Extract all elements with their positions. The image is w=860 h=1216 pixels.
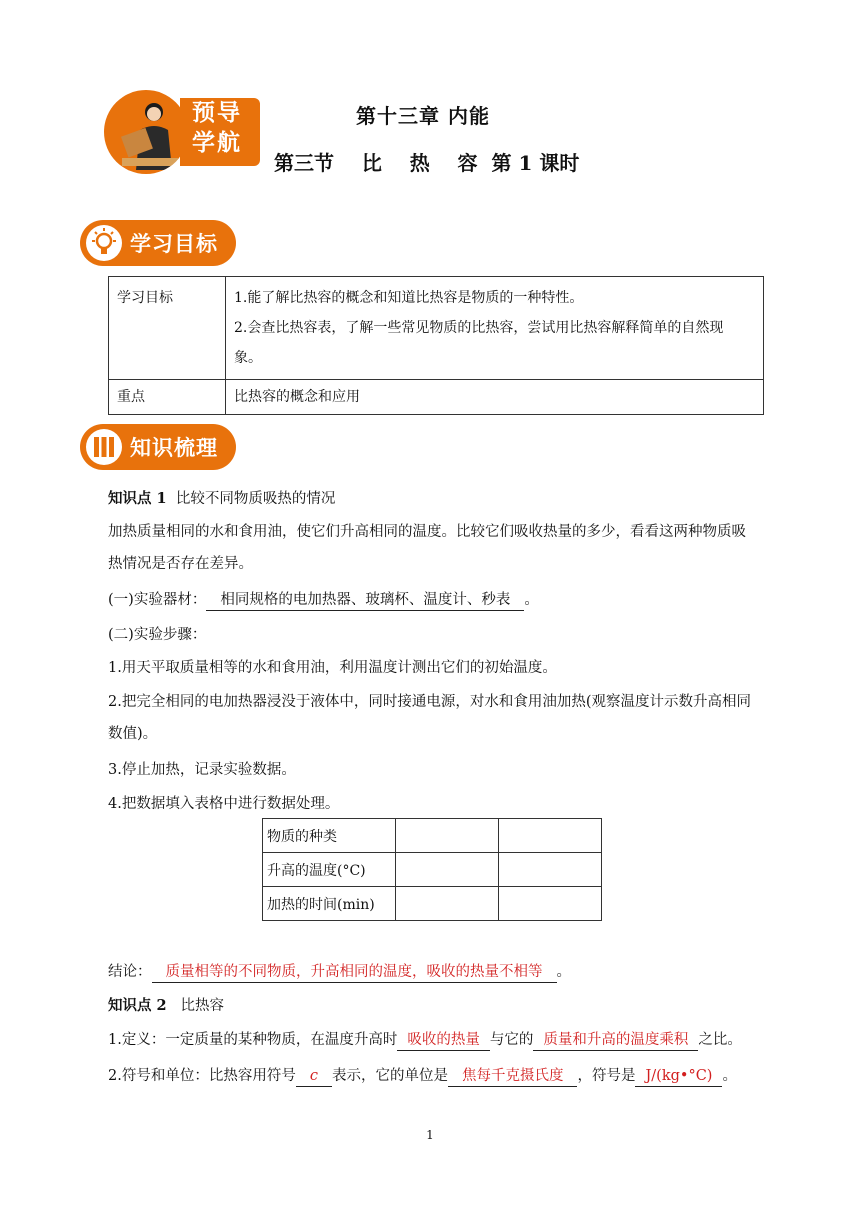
table-row bbox=[109, 380, 764, 415]
equipment-answer: 相同规格的电加热器、玻璃杯、温度计、秒表 bbox=[206, 590, 524, 611]
badge-label bbox=[180, 98, 260, 166]
definition-mid: 与它的 bbox=[489, 1032, 534, 1048]
section-title: 第三节 比 热 容 第 1 课时 bbox=[274, 151, 580, 175]
row-header-substance: 物质的种类 bbox=[263, 819, 396, 853]
table-row bbox=[109, 277, 764, 380]
step-2-line1: 2.把完全相同的电加热器浸没于液体中，同时接通电源，对水和食用油加热(观察温度计示数升高相同 bbox=[108, 694, 751, 710]
definition-line bbox=[108, 1030, 742, 1051]
page-number: 1 bbox=[426, 1128, 434, 1142]
step-2-line2: 数值)。 bbox=[108, 726, 158, 742]
books-icon bbox=[86, 429, 122, 465]
symbol-suffix: 。 bbox=[722, 1068, 737, 1084]
definition-answer-product: 质量和升高的温度乘积 bbox=[533, 1030, 698, 1051]
goal-line2: 2.会查比热容表，了解一些常见物质的比热容，尝试用比热容解释简单的自然现 bbox=[234, 320, 724, 336]
definition-answer-heat: 吸收的热量 bbox=[397, 1030, 490, 1051]
knowledge-banner-label: 知识梳理 bbox=[130, 436, 218, 460]
chapter-title: 第十三章 内能 bbox=[356, 104, 490, 128]
goal-line3: 象。 bbox=[234, 350, 262, 366]
conclusion-suffix: 。 bbox=[556, 964, 571, 980]
badge-line1: 预导 bbox=[192, 100, 242, 126]
goal-line1: 1.能了解比热容的概念和知道比热容是物质的一种特性。 bbox=[234, 290, 584, 306]
equipment-line bbox=[108, 590, 539, 611]
step-4: 4.把数据填入表格中进行数据处理。 bbox=[108, 796, 340, 812]
kp2-heading bbox=[108, 996, 224, 1016]
lightbulb-icon bbox=[86, 225, 122, 261]
kp1-intro-line1: 加热质量相同的水和食用油，使它们升高相同的温度。比较它们吸收热量的多少，看看这两种物质吸 bbox=[108, 524, 746, 540]
step-3: 3.停止加热，记录实验数据。 bbox=[108, 762, 296, 778]
definition-suffix: 之比。 bbox=[698, 1032, 742, 1048]
goals-value bbox=[226, 277, 764, 380]
symbol-mid2: ，符号是 bbox=[577, 1068, 636, 1084]
equipment-prefix: (一)实验器材： bbox=[108, 592, 207, 608]
table-cell bbox=[396, 853, 499, 887]
conclusion-answer: 质量相等的不同物质，升高相同的温度，吸收的热量不相等 bbox=[152, 962, 557, 983]
kp1-heading bbox=[108, 489, 335, 509]
conclusion-prefix: 结论： bbox=[108, 964, 152, 980]
symbol-answer: c bbox=[296, 1066, 332, 1087]
badge-line2: 学航 bbox=[192, 130, 242, 156]
definition-prefix: 1.定义：一定质量的某种物质，在温度升高时 bbox=[108, 1032, 398, 1048]
table-cell bbox=[499, 887, 602, 921]
table-cell bbox=[499, 819, 602, 853]
focus-key: 重点 bbox=[109, 380, 226, 415]
goals-key: 学习目标 bbox=[109, 277, 226, 380]
kp2-title: 比热容 bbox=[180, 998, 224, 1014]
goals-banner bbox=[80, 220, 236, 266]
table-row bbox=[263, 853, 602, 887]
conclusion-line bbox=[108, 962, 571, 983]
guide-badge bbox=[104, 90, 260, 174]
symbol-prefix: 2.符号和单位：比热容用符号 bbox=[108, 1068, 296, 1084]
data-table bbox=[262, 818, 602, 921]
goals-table bbox=[108, 276, 764, 415]
kp1-label: 知识点 1 bbox=[108, 490, 167, 507]
reader-illustration bbox=[104, 90, 188, 174]
row-header-temperature: 升高的温度(°C) bbox=[263, 853, 396, 887]
steps-title: (二)实验步骤： bbox=[108, 627, 207, 643]
step-1: 1.用天平取质量相等的水和食用油，利用温度计测出它们的初始温度。 bbox=[108, 660, 557, 676]
kp1-intro-line2: 热情况是否存在差异。 bbox=[108, 556, 253, 572]
table-row bbox=[263, 819, 602, 853]
kp1-title: 比较不同物质吸热的情况 bbox=[175, 491, 336, 507]
table-cell bbox=[396, 887, 499, 921]
symbol-line bbox=[108, 1066, 737, 1087]
kp2-label: 知识点 2 bbox=[108, 997, 167, 1014]
row-header-time: 加热的时间(min) bbox=[263, 887, 396, 921]
symbol-mid1: 表示，它的单位是 bbox=[331, 1068, 448, 1084]
table-cell bbox=[396, 819, 499, 853]
unit-symbol-answer: J/(kg•°C) bbox=[635, 1066, 722, 1087]
table-cell bbox=[499, 853, 602, 887]
reading-person-icon bbox=[116, 96, 182, 170]
knowledge-banner bbox=[80, 424, 236, 470]
equipment-suffix: 。 bbox=[524, 592, 539, 608]
unit-answer: 焦每千克摄氏度 bbox=[448, 1066, 578, 1087]
goals-banner-label: 学习目标 bbox=[130, 232, 218, 256]
table-row bbox=[263, 887, 602, 921]
focus-value: 比热容的概念和应用 bbox=[226, 380, 764, 415]
